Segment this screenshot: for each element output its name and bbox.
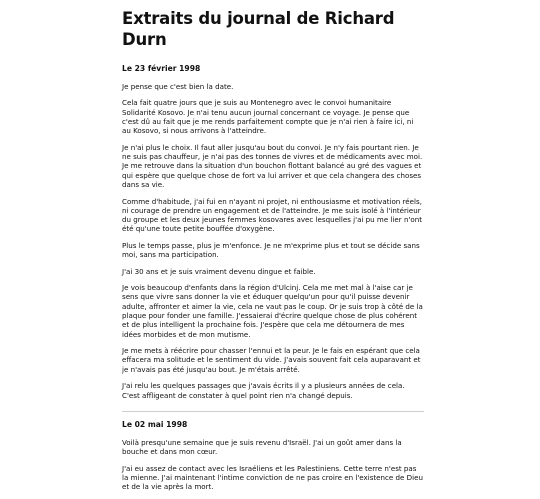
entry-paragraph: Je n'ai plus le choix. Il faut aller jusqu'au bout du convoi. Je n'y fais pourtant rien. Je ne suis pas chauffeur, je n'ai pas des tonnes de vivres et de médicaments avec moi. Je me retrouve dans la situation d'un bouchon flottant balancé au gré des vagues et qui espère que quelque chose de fort va lui arriver et que cela changera des choses dans sa vie. (122, 142, 423, 190)
entry-paragraph: Cela fait quatre jours que je suis au Montenegro avec le convoi humanitaire Solidarité Kosovo. Je n'ai tenu aucun journal concernant ce voyage. Je pense que c'est dû au fait que je me rends parfaitement compte que je n'ai rien à faire ici, ni au Kosovo, si nous arrivons à l'atteindre. (122, 98, 414, 136)
journal-entry-2 (122, 420, 424, 492)
article-body (122, 8, 424, 499)
entry-paragraph: Comme d'habitude, j'ai fui en n'ayant ni projet, ni enthousiasme et motivation réels, ni courage de prendre un engagement et de l'atteindre. Je me suis isolé à l'intérieur du groupe et les deux jeunes femmes kosovares avec lesquelles j'ai pu me lier n'ont été qu'une toute petite bouffée d'oxygène. (122, 196, 423, 234)
entry-paragraph: Plus le temps passe, plus je m'enfonce. Je ne m'exprime plus et tout se décide sans moi, sans ma participation. (122, 240, 420, 260)
entry-divider (122, 411, 424, 412)
entry-paragraph: Voilà presqu'une semaine que je suis revenu d'Israël. J'ai un goût amer dans la bouche et dans mon cœur. (122, 437, 402, 457)
entry-paragraph: Je pense que c'est bien la date. (122, 82, 234, 91)
entry-paragraph: J'ai relu les quelques passages que j'avais écrits il y a plusieurs années de cela. C'est affligeant de constater à quel point rien n'a changé depuis. (122, 381, 405, 400)
entry-date: Le 02 mai 1998 (122, 419, 188, 429)
page-title: Extraits du journal de Richard Durn (122, 9, 395, 49)
entry-paragraph: Je me mets à réécrire pour chasser l'ennui et la peur. Je le fais en espérant que cela effacera ma solitude et le sentiment du vide. J'avais souvent fait cela auparavant et je n'avais pas été jusqu'au bout. Je m'étais arrêté. (122, 346, 421, 374)
journal-entry-1 (122, 64, 424, 400)
entry-date: Le 23 février 1998 (122, 64, 201, 73)
entry-paragraph: Je vois beaucoup d'enfants dans la région d'Ulcinj. Cela me met mal à l'aise car je sens que vivre sans donner la vie et éduquer quelqu'un pour qu'il puisse devenir adulte, affronter et aimer la vie, cela ne vaut pas le coup. Or je suis trop à côté de la plaque pour fonder une famille. J'essaierai d'écrire quelque chose de plus cohérent et de plus intelligent la prochaine fois. J'espère que cela me détournera de mes idées morbides et de mon mutisme. (122, 283, 423, 339)
entry-paragraph: J'ai eu assez de contact avec les Israéliens et les Palestiniens. Cette terre n'est pas la mienne. J'ai maintenant l'intime conviction de ne pas croire en l'existence de Dieu et de la vie après la mort. (122, 463, 423, 492)
entry-paragraph: J'ai 30 ans et je suis vraiment devenu dingue et faible. (122, 266, 316, 276)
